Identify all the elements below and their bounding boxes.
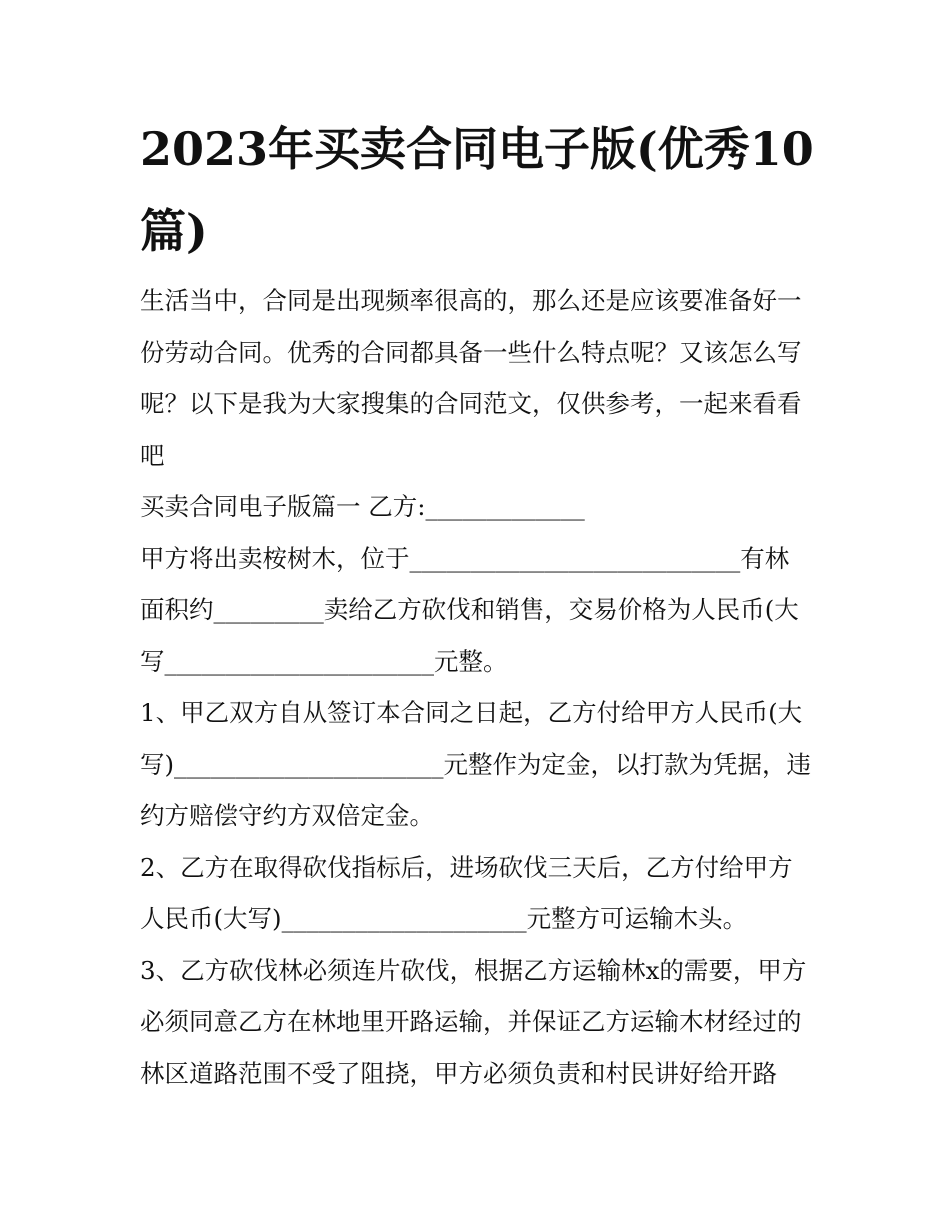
paragraph-clause-1: 1、甲乙双方自从签订本合同之日起，乙方付给甲方人民币(大写)______________________元整作为定金，以打款为凭据，违约方赔偿守约方双倍定金。 bbox=[140, 698, 812, 830]
paragraph-intro: 生活当中，合同是出现频率很高的，那么还是应该要准备好一份劳动合同。优秀的合同都具备一些什么特点呢？又该怎么写呢？以下是我为大家搜集的合同范文，仅供参考，一起来看看吧 bbox=[140, 286, 802, 470]
paragraph-contract-header: 买卖合同电子版篇一 乙方:_____________ bbox=[140, 492, 585, 521]
document-title: 2023年买卖合同电子版(优秀10篇) bbox=[140, 122, 814, 258]
paragraph-clause-3: 3、乙方砍伐林必须连片砍伐，根据乙方运输林x的需要，甲方必须同意乙方在林地里开路运输，并保证乙方运输木材经过的林区道路范围不受了阻挠，甲方必须负责和村民讲好给开路 bbox=[140, 955, 807, 1088]
paragraph-sale-terms: 甲方将出卖桉树木，位于___________________________有林面积约_________卖给乙方砍伐和销售，交易价格为人民币(大写______________________元整。 bbox=[140, 543, 799, 676]
paragraph-clause-2: 2、乙方在取得砍伐指标后，进场砍伐三天后，乙方付给甲方人民币(大写)____________________元整方可运输木头。 bbox=[140, 852, 793, 933]
document-body bbox=[140, 275, 812, 1099]
